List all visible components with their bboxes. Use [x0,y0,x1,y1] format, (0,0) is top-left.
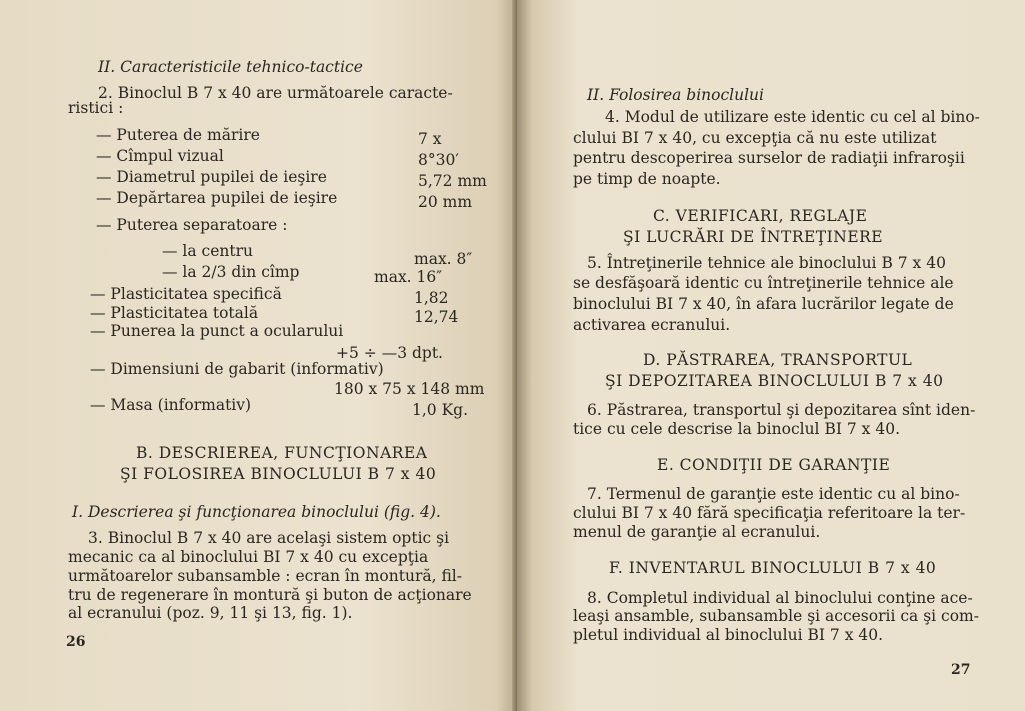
paragraph-line: următoarelor subansamble : ecran în montură, fil- [68,567,462,585]
spec-label: — la 2/3 din cîmp [162,263,300,281]
paragraph-line: pentru descoperirea surselor de radiaţii infraroşii [573,149,965,167]
spec-label: — Punerea la punct a ocularului [90,322,344,340]
spec-value: max. 8″ [414,250,473,268]
section-heading-f: F. INVENTARUL BINOCLULUI B 7 x 40 [609,559,937,577]
paragraph-line: tru de regenerare în montură şi buton de acţionare [68,586,472,604]
spec-label-separating-power: — Puterea separatoare : [96,216,288,234]
section-heading-d: D. PĂSTRAREA, TRANSPORTUL [643,351,913,369]
paragraph-line: leaşi ansamble, subansamble şi accesorii ca şi com- [573,607,979,625]
spec-value: 180 x 75 x 148 mm [334,380,485,398]
spec-value: 1,82 [414,289,449,307]
section-heading-b: ŞI FOLOSIREA BINOCLULUI B 7 x 40 [120,465,437,483]
section-heading-e: E. CONDIŢII DE GARANŢIE [657,456,891,474]
paragraph-line: 4. Modul de utilizare este identic cu cel al bino- [605,108,980,126]
paragraph-line: pe timp de noapte. [573,170,721,188]
paragraph-line: al ecranului (poz. 9, 11 şi 13, fig. 1). [68,604,353,622]
paragraph-line: 6. Păstrarea, transportul şi depozitarea sînt iden- [587,401,976,419]
subsection-heading-description: I. Descrierea şi funcţionarea binoclului (fig. 4). [72,503,441,521]
spec-value: 5,72 mm [418,172,487,190]
paragraph-line: binoclului BI 7 x 40, în afara lucrărilor legate de [573,295,954,313]
section-heading-c: ŞI LUCRĂRI DE ÎNTREŢINERE [623,228,884,246]
spec-label: — Plasticitatea specifică [90,285,282,303]
paragraph-line: activarea ecranului. [573,316,731,334]
page-number-left: 26 [66,634,86,650]
section-heading-d: ŞI DEPOZITAREA BINOCLULUI B 7 x 40 [605,372,944,390]
spec-value: max. 16″ [374,268,443,286]
spec-value: 1,0 Kg. [412,401,469,419]
paragraph-line: pletul individual al binoclului BI 7 x 40. [573,626,884,644]
spec-label: — Puterea de mărire [96,126,260,144]
section-heading-c: C. VERIFICARI, REGLAJE [653,207,868,225]
spec-label: — Diametrul pupilei de ieşire [96,168,327,186]
paragraph-line: 7. Termenul de garanţie este identic cu al bino- [587,485,960,503]
paragraph-line: menul de garanţie al ecranului. [573,523,821,541]
intro-line: ristici : [68,99,124,117]
paragraph-line: mecanic ca al binoclului BI 7 x 40 cu excepţia [68,548,429,566]
paragraph-line: 5. Întreţinerile tehnice ale binoclului B 7 x 40 [587,254,946,272]
section-heading-b: B. DESCRIEREA, FUNCŢIONAREA [136,444,428,462]
intro-line: 2. Binoclul B 7 x 40 are următoarele caracte- [98,84,453,102]
spec-value: 12,74 [414,308,459,326]
right-page [517,0,1025,711]
paragraph-line: 8. Completul individual al binoclului conţine ace- [587,589,973,607]
spec-label: — la centru [162,242,254,260]
spec-value: 7 x [418,130,442,148]
paragraph-line: clului BI 7 x 40 fără specificaţia referitoare la ter- [573,504,966,522]
spec-value: 20 mm [418,193,473,211]
paragraph-line: 3. Binoclul B 7 x 40 are acelaşi sistem optic şi [88,529,450,547]
section-heading-characteristics: II. Caracteristicile tehnico-tactice [98,58,363,76]
spec-label: — Cîmpul vizual [96,147,224,165]
spec-label: — Dimensiuni de gabarit (informativ) [90,360,384,378]
spec-value: 8°30′ [418,151,459,169]
subsection-heading-use: II. Folosirea binoclului [587,86,765,104]
page-number-right: 27 [951,662,971,678]
spec-label: — Masa (informativ) [90,396,252,414]
paragraph-line: clului BI 7 x 40, cu excepţia că nu este utilizat [573,129,937,147]
spec-value: +5 ÷ —3 dpt. [336,344,443,362]
spec-label: — Depărtarea pupilei de ieşire [96,189,338,207]
paragraph-line: tice cu cele descrise la binoclul BI 7 x 40. [573,420,900,438]
paragraph-line: se desfăşoară identic cu întreţinerile tehnice ale [573,274,954,292]
spec-label: — Plasticitatea totală [90,304,259,322]
